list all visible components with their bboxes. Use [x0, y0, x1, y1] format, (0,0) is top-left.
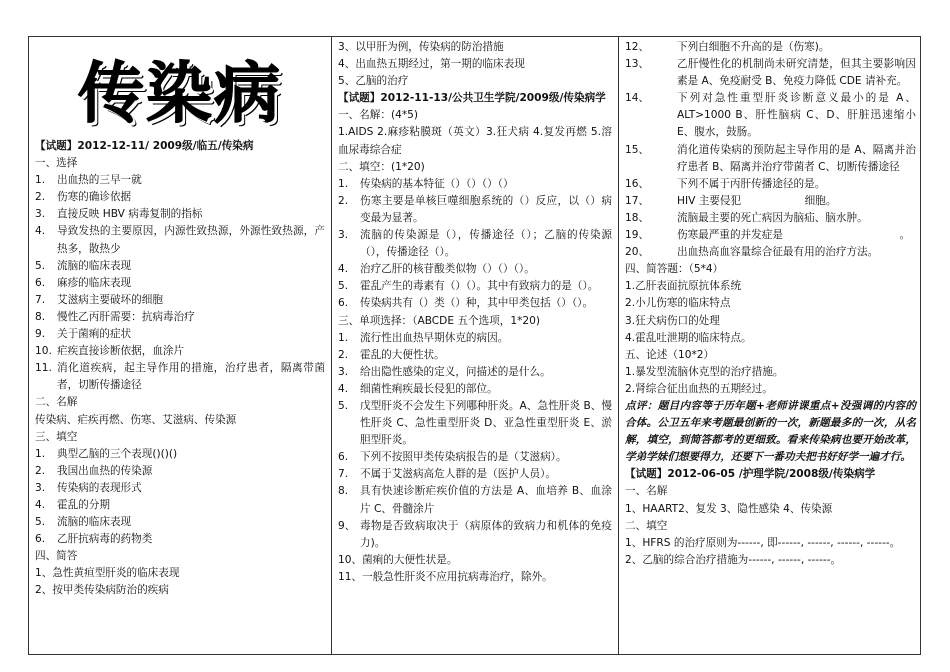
item-number: 14、: [625, 92, 650, 105]
short-answer-item: 5、乙脑的治疗: [338, 75, 409, 88]
item-text: 传染病的基本特征（）（）（）（）: [360, 177, 514, 190]
item-text: 疟疾直接诊断依据，血涂片: [57, 345, 185, 358]
item-text: 消化道疾病，起主导作用的措施，治疗患者，隔离带菌者，切断传播途径: [57, 362, 325, 392]
list-item: [338, 398, 612, 449]
item-text: 霍乱的分期: [57, 498, 110, 511]
definition-list: 1.AIDS 2.麻疹粘膜斑（英文）3.狂犬病 4.复发再燃 5.溶血尿毒综合症: [338, 126, 612, 156]
item-number: 5.: [338, 399, 349, 412]
list-item: [35, 189, 325, 206]
section-title: 三、填空: [35, 430, 78, 443]
list-item: [338, 483, 612, 517]
logo-title: 传染病: [78, 54, 282, 132]
exam-title: 【试题】2012-11-13/公共卫生学院/2009级/传染病学: [338, 92, 606, 105]
item-number: 11.: [35, 362, 52, 375]
section-title: 一、名解：(4*5): [338, 109, 419, 122]
item-number: 19、: [625, 229, 650, 242]
section-title: 四、简答: [35, 550, 78, 563]
item-number: 3.: [35, 208, 46, 221]
item-text: 伤寒的确诊依据: [57, 191, 132, 204]
item-text: 伤寒主要是单核巨噬细胞系统的（）反应，以（）病变最为显著。: [360, 194, 612, 224]
short-answer-item: 4.霍乱吐泄期的临床特点。: [625, 331, 752, 344]
item-number: 10.: [35, 345, 52, 358]
list-item: [625, 39, 916, 56]
list-item: [35, 258, 325, 275]
item-text: 消化道传染病的预防起主导作用的是 A、隔离并治疗患者 B、隔离并治疗带菌者 C、切断传播途径: [677, 143, 916, 173]
list-item: [338, 278, 612, 295]
list-item: [35, 480, 325, 497]
item-text: 下列不属于丙肝传播途径的是。: [677, 177, 826, 190]
section-title: 二、填空：(1*20): [338, 160, 425, 173]
item-number: 6.: [338, 451, 349, 464]
item-number: 12、: [625, 41, 650, 53]
item-number: 1.: [35, 447, 46, 460]
item-text: 毒物是否致病取决于（病原体的致病力和机体的免疫力)。: [360, 519, 612, 549]
item-number: 9.: [35, 328, 46, 341]
logo: [35, 39, 325, 138]
list-item: [338, 330, 612, 347]
list-item: [35, 463, 325, 480]
fill-item: 1、HFRS 的治疗原则为------, 即------, ------, ------, ------。: [625, 536, 901, 549]
item-number: 6.: [35, 533, 46, 546]
list-item: [338, 227, 612, 261]
list-item: [338, 449, 612, 466]
item-number: 2.: [35, 191, 46, 204]
definition-list: 1、HAART2、复发 3、隐性感染 4、传染源: [625, 502, 833, 515]
list-item: [338, 518, 612, 552]
list-item: [625, 244, 916, 261]
list-item: [625, 210, 916, 227]
exam-title: 【试题】2012-12-11/ 2009级/临五/传染病: [35, 140, 254, 152]
list-item: [35, 514, 325, 531]
item-number: 3.: [35, 481, 46, 494]
list-item: [338, 193, 612, 227]
item-number: 4.: [35, 498, 46, 511]
item-number: 1.: [35, 174, 46, 187]
item-number: 6.: [35, 276, 46, 289]
item-text: 霍乱的大便性状。: [360, 348, 445, 361]
short-answer-item: 1、急性黄疸型肝炎的临床表现: [35, 567, 180, 580]
section-title: 一、名解: [625, 485, 668, 498]
column-right: [619, 37, 922, 654]
item-text: 治疗乙肝的核苷酸类似物（）（）（）。: [360, 263, 535, 276]
list-item: [625, 142, 916, 176]
essay-item: 1.暴发型流脑休克型的治疗措施。: [625, 365, 784, 378]
item-text: 我国出血热的传染源: [57, 464, 153, 477]
item-text: 艾滋病主要破坏的细胞: [57, 293, 163, 306]
item-number: 5.: [35, 516, 46, 529]
item-number: 11、: [338, 570, 363, 583]
list-item: [338, 176, 612, 193]
section-title: 四、简答题：（5*4）: [625, 263, 724, 276]
item-text: 乙肝抗病毒的药物类: [57, 533, 153, 546]
item-number: 10、: [338, 553, 363, 566]
item-number: 1.: [338, 331, 349, 344]
item-number: 4.: [338, 382, 349, 395]
section-title: 五、论述（10*2）: [625, 348, 715, 361]
item-number: 5.: [338, 280, 349, 293]
list-item: [338, 466, 612, 483]
item-text: 下列对急性重型肝炎诊断意义最小的是 A、ALT>1000 B、肝性脑病 C、D、肝脏迅速缩小 E、腹水，鼓肠。: [677, 92, 916, 139]
choice-list: [625, 39, 916, 261]
item-text: 传染病的表现形式: [57, 481, 142, 494]
choice-list: [35, 172, 325, 394]
item-number: 18、: [625, 211, 650, 224]
list-item: [35, 292, 325, 309]
item-text: 流脑的临床表现: [57, 259, 132, 272]
section-title: 二、填空: [625, 519, 668, 532]
list-item: [35, 446, 325, 463]
list-item: [625, 193, 916, 210]
list-item: [625, 56, 916, 90]
item-text: 一般急性肝炎不应用抗病毒治疗，除外。: [362, 570, 553, 583]
short-answer-item: 4、出血热五期经过，第一期的临床表现: [338, 58, 525, 71]
item-number: 13、: [625, 58, 650, 71]
item-text: 霍乱产生的毒素有（）（）。其中有致病力的是（）。: [360, 280, 599, 293]
item-number: 9、: [338, 519, 356, 532]
column-middle: [332, 37, 619, 654]
item-number: 1.: [338, 177, 349, 190]
item-number: 8.: [338, 485, 349, 498]
item-text: 流脑的临床表现: [57, 516, 132, 529]
short-answer-item: 1.乙肝表面抗原抗体系统: [625, 280, 742, 293]
item-text: 给出隐性感染的定义，问描述的是什么。: [360, 365, 551, 378]
item-text: 细菌性痢疾最长侵犯的部位。: [360, 382, 498, 395]
list-item: [338, 569, 612, 586]
item-number: 3.: [338, 365, 349, 378]
list-item: [625, 90, 916, 141]
short-answer-item: 3.狂犬病伤口的处理: [625, 314, 720, 327]
list-item: [338, 261, 612, 278]
section-title: 二、名解: [35, 396, 78, 409]
item-text: 下列不按照甲类传染病报告的是（艾滋病）。: [360, 451, 567, 464]
list-item: [35, 531, 325, 548]
item-number: 7.: [338, 468, 349, 481]
list-item: [338, 552, 612, 569]
list-item: [625, 176, 916, 193]
section-title: 一、选择: [35, 157, 78, 170]
list-item: [338, 364, 612, 381]
item-text: 麻疹的临床表现: [57, 276, 132, 289]
list-item: [35, 206, 325, 223]
item-number: 20、: [625, 246, 650, 259]
list-item: [35, 172, 325, 189]
short-answer-item: 2、按甲类传染病防治的疾病: [35, 584, 169, 597]
item-number: 6.: [338, 297, 349, 310]
list-item: [35, 275, 325, 292]
column-left: [29, 37, 332, 654]
item-text: 菌痢的大便性状是。: [362, 553, 458, 566]
item-text: 乙肝慢性化的机制尚未研究清楚，但其主要影响因素是 A、免疫耐受 B、免疫力降低 CDE 请补充。: [677, 58, 916, 88]
fill-item: 2、乙脑的综合治疗措施为------, ------, ------。: [625, 553, 842, 566]
list-item: [35, 309, 325, 326]
item-text: 传染病共有（）类（）种，其中甲类包括（）（）。: [360, 297, 594, 310]
item-text: 直接反映 HBV 病毒复制的指标: [57, 208, 203, 221]
choice-list: [338, 330, 612, 586]
item-text: 关于菌痢的症状: [57, 328, 132, 341]
item-text: 不属于艾滋病高危人群的是（医护人员）。: [360, 468, 556, 481]
item-text: 伤寒最严重的并发症是 。: [677, 229, 911, 242]
item-text: HIV 主要侵犯 细胞。: [677, 194, 837, 207]
definition-list: 传染病、疟疾再燃、伤寒、艾滋病、传染源: [35, 413, 237, 426]
item-number: 4.: [35, 225, 46, 238]
item-number: 7.: [35, 293, 46, 306]
essay-item: 2.肾综合征出血热的五期经过。: [625, 382, 773, 395]
item-text: 慢性乙丙肝需要：抗病毒治疗: [57, 310, 195, 323]
item-number: 4.: [338, 263, 349, 276]
item-number: 5.: [35, 259, 46, 272]
item-text: 出血热的三早一就: [57, 174, 142, 187]
item-text: 导致发热的主要原因，内源性致热源，外源性致热源，产热多，散热少: [57, 225, 325, 255]
item-text: 流行性出血热早期休克的病因。: [360, 331, 509, 344]
exam-title: 【试题】2012-06-05 /护理学院/2008级/传染病学: [625, 468, 876, 481]
item-number: 16、: [625, 177, 650, 190]
list-item: [35, 497, 325, 514]
item-number: 2.: [35, 464, 46, 477]
item-text: 流脑的传染源是（），传播途径（）；乙脑的传染源（），传播途径（）。: [360, 229, 612, 259]
item-text: 典型乙脑的三个表现()()(): [57, 447, 178, 460]
list-item: [35, 360, 325, 394]
item-number: 2.: [338, 348, 349, 361]
section-title: 三、单项选择：（ABCDE 五个选项，1*20): [338, 314, 541, 327]
list-item: [625, 227, 916, 244]
item-number: 15、: [625, 143, 650, 156]
list-item: [338, 347, 612, 364]
item-number: 17、: [625, 194, 650, 207]
list-item: [35, 223, 325, 257]
exam-page: [28, 36, 921, 655]
item-text: 戊型肝炎不会发生下列哪种肝炎。A、急性肝炎 B、慢性肝炎 C、急性重型肝炎 D、亚急性重型肝炎 E、淤胆型肝炎。: [360, 399, 612, 447]
list-item: [35, 326, 325, 343]
comment-note: 点评：题目内容等于历年题+老师讲课重点+没强调的内容的合体。公卫五年来考题最创新的一次，新题最多的一次，从名解，填空，到简答都考的更细致。看来传染病也要开始改革，学弟学妹们想要得力，还要下一番功夫把书好好学一遍才行。: [625, 399, 916, 464]
item-text: 下列白细胞不升高的是（伤寒)。: [677, 41, 830, 53]
item-number: 8.: [35, 310, 46, 323]
list-item: [35, 343, 325, 360]
item-number: 3.: [338, 229, 349, 242]
fill-list: [35, 446, 325, 549]
list-item: [338, 295, 612, 312]
item-text: 出血热高血容量综合征最有用的治疗方法。: [677, 246, 879, 259]
fill-list: [338, 176, 612, 313]
item-text: 流脑最主要的死亡病因为脑疝、脑水肿。: [677, 211, 868, 224]
short-answer-item: 3、以甲肝为例，传染病的防治措施: [338, 41, 504, 53]
item-text: 具有快速诊断疟疾价值的方法是 A、血培养 B、血涂片 C、骨髓涂片: [360, 485, 612, 515]
item-number: 2.: [338, 194, 349, 207]
short-answer-item: 2.小儿伤寒的临床特点: [625, 297, 731, 310]
list-item: [338, 381, 612, 398]
